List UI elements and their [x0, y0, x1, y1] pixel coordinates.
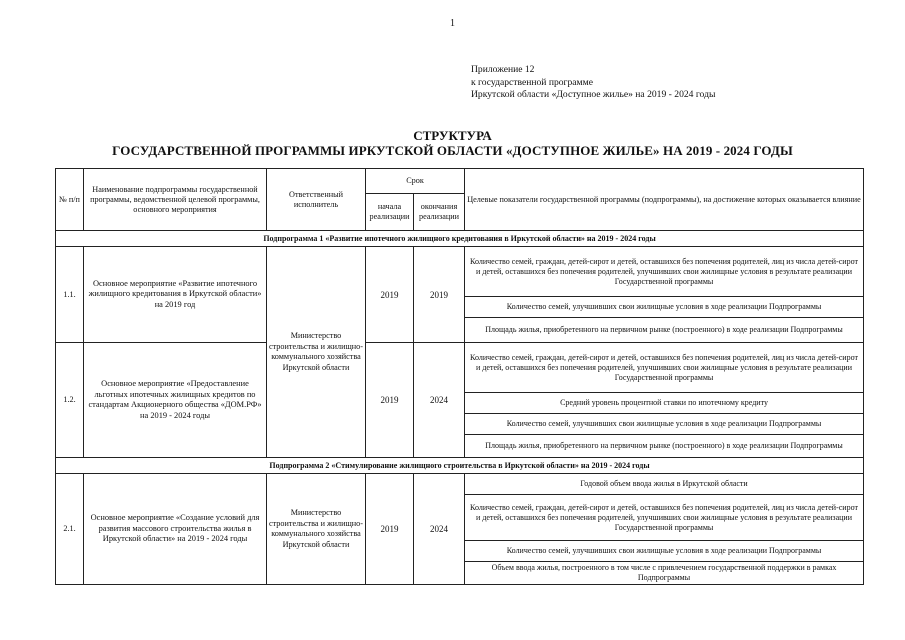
indicator-cell: Количество семей, граждан, детей-сирот и детей, оставшихся без попечения родителей, лиц из числа детей-сирот и детей, оставшихся без попечения родителей, улучшивших свои жилищные условия в результате реализации Государственной программы — [465, 343, 864, 393]
structure-table — [55, 168, 864, 585]
row-name: Основное мероприятие «Создание условий для развития массового строительства жилья в Иркутской области» на 2019 - 2024 годы — [84, 474, 267, 585]
annex-note — [471, 64, 715, 102]
row-number: 1.2. — [56, 343, 84, 458]
page-number: 1 — [450, 18, 455, 29]
indicator-cell: Площадь жилья, приобретенного на первичном рынке (построенного) в ходе реализации Подпрограммы — [465, 435, 864, 458]
annex-line-3: Иркутской области «Доступное жилье» на 2019 - 2024 годы — [471, 89, 716, 100]
row-end: 2024 — [414, 343, 465, 458]
indicator-cell: Количество семей, граждан, детей-сирот и детей, оставшихся без попечения родителей, лиц из числа детей-сирот и детей, оставшихся без попечения родителей, улучшивших свои жилищные условия в результате реализации Государственной программы — [465, 495, 864, 541]
indicator-cell: Площадь жилья, приобретенного на первичном рынке (построенного) в ходе реализации Подпрограммы — [465, 318, 864, 343]
indicator-cell: Количество семей, улучшивших свои жилищные условия в ходе реализации Подпрограммы — [465, 414, 864, 435]
row-start: 2019 — [366, 474, 414, 585]
indicator-cell: Количество семей, граждан, детей-сирот и детей, оставшихся без попечения родителей, лиц из числа детей-сирот и детей, оставшихся без попечения родителей, улучшивших свои жилищные условия в результате реализации Государственной программы — [465, 247, 864, 297]
row-executor: Министерство строительства и жилищно-коммунального хозяйства Иркутской области — [267, 474, 366, 585]
subprogram-1-title: Подпрограмма 1 «Развитие ипотечного жилищного кредитования в Иркутской области» на 2019 - 2024 годы — [56, 231, 864, 247]
indicator-cell: Количество семей, улучшивших свои жилищные условия в ходе реализации Подпрограммы — [465, 541, 864, 562]
document-title — [0, 128, 905, 158]
row-name: Основное мероприятие «Предоставление льготных ипотечных жилищных кредитов по стандартам Акционерного общества «ДОМ.РФ» на 2019 - 2024 годы — [84, 343, 267, 458]
header-period: Срок — [366, 169, 465, 194]
header-name: Наименование подпрограммы государственной программы, ведомственной целевой программы, основного мероприятия — [84, 169, 267, 231]
annex-line-2: к государственной программе — [471, 76, 593, 88]
row-name: Основное мероприятие «Развитие ипотечного жилищного кредитования в Иркутской области» на 2019 год — [84, 247, 267, 343]
row-start: 2019 — [366, 247, 414, 343]
row-number: 1.1. — [56, 247, 84, 343]
indicator-cell: Годовой объем ввода жилья в Иркутской области — [465, 474, 864, 495]
header-start: начала реализации — [366, 194, 414, 231]
row-number: 2.1. — [56, 474, 84, 585]
indicator-cell: Объем ввода жилья, построенного в том числе с привлечением государственной поддержки в рамках Подпрограммы — [465, 562, 864, 585]
title-line-2: ГОСУДАРСТВЕННОЙ ПРОГРАММЫ ИРКУТСКОЙ ОБЛАСТИ «ДОСТУПНОЕ ЖИЛЬЕ» НА 2019 - 2024 ГОДЫ — [112, 143, 793, 158]
indicator-cell: Средний уровень процентной ставки по ипотечному кредиту — [465, 393, 864, 414]
row-end: 2024 — [414, 474, 465, 585]
annex-line-1: Приложение 12 — [471, 64, 535, 75]
subprogram-2-title: Подпрограмма 2 «Стимулирование жилищного строительства в Иркутской области» на 2019 - 2024 годы — [56, 458, 864, 474]
header-executor: Ответственный исполнитель — [267, 169, 366, 231]
indicator-cell: Количество семей, улучшивших свои жилищные условия в ходе реализации Подпрограммы — [465, 297, 864, 318]
row-executor: Министерство строительства и жилищно-коммунального хозяйства Иркутской области — [267, 247, 366, 458]
header-num: № п/п — [56, 169, 84, 231]
row-end: 2019 — [414, 247, 465, 343]
title-line-1: СТРУКТУРА — [413, 128, 492, 143]
row-start: 2019 — [366, 343, 414, 458]
header-indicators: Целевые показатели государственной программы (подпрограммы), на достижение которых оказывается влияние — [465, 169, 864, 231]
header-end: окончания реализации — [414, 194, 465, 231]
